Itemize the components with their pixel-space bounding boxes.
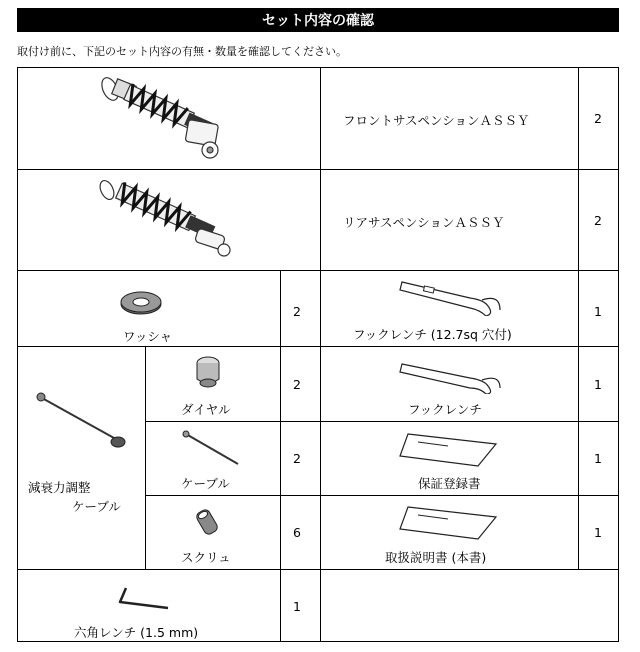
front-suspension-qty: 2 [594,111,602,126]
damping-cable-label-line2: ケーブル [72,499,121,514]
rear-suspension-name: リアサスペンションＡＳＳＹ [343,215,505,230]
cable-qty: 2 [293,451,301,466]
rear-suspension-qty: 2 [594,213,602,228]
screw-qty: 6 [293,525,301,540]
manual-name: 取扱説明書 (本書) [385,550,487,565]
washer-qty: 2 [293,304,301,319]
dial-name: ダイヤル [181,402,231,417]
intro-text: 取付け前に、下記のセット内容の有無・数量を確認してください。 [17,45,347,58]
screw-icon [194,506,224,538]
hook-wrench-with-hole-icon [396,276,506,316]
cable-icon [180,428,246,470]
page-title: セット内容の確認 [17,8,619,32]
cable-name: ケーブル [181,476,230,491]
warranty-card-icon [398,432,498,468]
front-suspension-name: フロントサスペンションＡＳＳＹ [343,113,530,128]
hex-wrench-name: 六角レンチ (1.5 mm) [74,625,199,640]
damping-cable-assembly-icon [32,388,132,452]
manual-qty: 1 [594,525,602,540]
dial-qty: 2 [293,377,301,392]
hook-wrench-icon [396,358,506,394]
hook-wrench-name: フックレンチ [408,402,482,417]
warranty-name: 保証登録書 [418,476,481,491]
hex-wrench-icon [116,586,172,614]
screw-name: スクリュ [181,550,231,565]
hook-wrench-qty: 1 [594,377,602,392]
washer-icon [118,290,164,316]
hook-wrench-with-hole-name: フックレンチ (12.7sq 穴付) [353,327,512,342]
hex-wrench-qty: 1 [293,599,301,614]
washer-name: ワッシャ [123,329,173,344]
warranty-qty: 1 [594,451,602,466]
manual-booklet-icon [398,505,498,541]
front-suspension-icon [92,72,242,166]
damping-cable-label-line1: 減衰力調整 [28,480,91,495]
dial-icon [193,355,223,391]
rear-suspension-icon [92,176,242,264]
hook-wrench-with-hole-qty: 1 [594,304,602,319]
